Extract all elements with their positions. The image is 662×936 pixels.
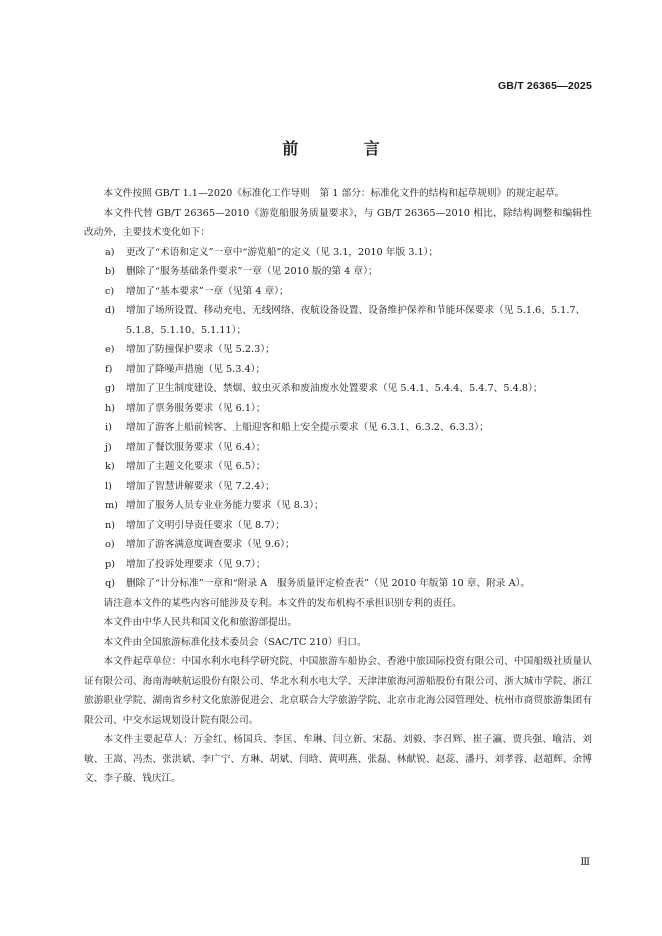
- page-number: Ⅲ: [580, 857, 590, 868]
- list-text: 增加了游客上船前候客、上船迎客和船上安全提示要求（见 6.3.1、6.3.2、6.3.3）；: [126, 422, 489, 433]
- list-text: 增加了防撞保护要求（见 5.2.3）；: [126, 344, 275, 355]
- changes-list: [84, 243, 592, 594]
- committee-statement: 本文件由全国旅游标准化技术委员会（SAC/TC 210）归口。: [103, 636, 367, 648]
- list-item: [84, 535, 592, 555]
- page-title: 前 言: [282, 139, 410, 158]
- list-item: [84, 360, 592, 380]
- list-item: [84, 418, 592, 438]
- list-item: [84, 574, 592, 594]
- list-marker: m): [105, 500, 118, 511]
- list-text: 删除了“服务基础条件要求”一章（见 2010 版的第 4 章）；: [126, 266, 378, 277]
- list-text: 删除了“计分标准”一章和“附录 A 服务质量评定检查表”（见 2010 年版第 10 章、附录 A）。: [126, 578, 531, 589]
- list-marker: e): [105, 344, 115, 355]
- list-marker: f): [105, 363, 113, 375]
- proposer-statement: 本文件由中华人民共和国文化和旅游部提出。: [103, 617, 298, 628]
- list-marker: g): [105, 383, 115, 394]
- intro-paragraph: 本文件代替 GB/T 26365—2010《游览船服务质量要求》，与 GB/T 26365—2010 相比，除结构调整和编辑性改动外，主要技术变化如下：: [84, 207, 592, 238]
- list-text: 增加了主题文化要求（见 6.5）；: [126, 461, 266, 472]
- list-item: [84, 438, 592, 458]
- list-marker: n): [105, 519, 116, 531]
- drafters: 本文件主要起草人：万金红、杨国兵、李匡、牟琳、闫立新、宋磊、刘毅、李召辉、崔子瀛、贾兵强、喻洁、刘敏、王嵩、冯杰、张洪斌、李广宁、方琳、胡斌、闫晗、黄明燕、张磊、林献锐、赵蕊、潘丹、刘孝蓉、赵超辉、余博文、李子璇、钱庆江。: [84, 734, 592, 784]
- list-text: 增加了智慧讲解要求（见 7.2.4）；: [126, 480, 275, 492]
- list-item: [84, 243, 592, 263]
- list-text: 增加了卫生制度建设、禁烟、蚊虫灭杀和废油废水处置要求（见 5.4.1、5.4.4、5.4.7、5.4.8）；: [126, 383, 543, 394]
- list-item: [84, 379, 592, 399]
- list-marker: c): [105, 285, 115, 297]
- list-text: 增加了票务服务要求（见 6.1）；: [126, 402, 266, 414]
- list-text: 增加了游客满意度调查要求（见 9.6）；: [126, 539, 295, 550]
- list-text: 增加了“基本要求”一章（见第 4 章）；: [126, 285, 289, 297]
- list-text: 增加了降噪声措施（见 5.3.4）；: [126, 363, 266, 375]
- list-item: [84, 496, 592, 516]
- list-marker: b): [105, 266, 115, 277]
- list-marker: k): [105, 461, 115, 472]
- list-marker: p): [105, 558, 115, 570]
- drafting-organizations: 本文件起草单位：中国水利水电科学研究院、中国旅游车船协会、香港中旅国际投资有限公司、中国船级社质量认证有限公司、海南海峡航运股份有限公司、华北水利水电大学、天津津旅海河游船股份有限公司、浙大城市学院、浙江旅游职业学院、湖南省乡村文化旅游促进会、北京联合大学旅游学院、北京市北海公园管理处、杭州市商贸旅游集团有限公司、中交水运规划设计院有限公司。: [84, 656, 592, 726]
- list-marker: o): [105, 539, 115, 550]
- list-marker: d): [105, 305, 115, 316]
- list-marker: j): [105, 441, 112, 453]
- list-marker: i): [105, 422, 112, 433]
- patent-notice: 请注意本文件的某些内容可能涉及专利。本文件的发布机构不承担识别专利的责任。: [103, 597, 462, 609]
- list-item: [84, 457, 592, 477]
- list-text: 增加了餐饮服务要求（见 6.4）；: [126, 441, 266, 453]
- foreword-body: [84, 184, 592, 789]
- list-item: [84, 301, 592, 340]
- list-text: 增加了文明引导责任要求（见 8.7）；: [126, 519, 285, 531]
- list-text: 增加了投诉处理要求（见 9.7）；: [126, 558, 266, 570]
- intro-paragraph: 本文件按照 GB/T 1.1—2020《标准化工作导则 第 1 部分：标准化文件的结构和起草规则》的规定起草。: [103, 188, 565, 199]
- list-marker: a): [105, 246, 115, 258]
- list-marker: q): [105, 578, 115, 589]
- list-text: 增加了场所设置、移动充电、无线网络、夜航设备设置、设备维护保养和节能环保要求（见 5.1.6、5.1.7、5.1.8、5.1.10、5.1.11）；: [126, 305, 586, 336]
- list-text: 增加了服务人员专业业务能力要求（见 8.3）；: [126, 500, 324, 511]
- list-item: [84, 555, 592, 575]
- list-text: 更改了“术语和定义”一章中“游览船”的定义（见 3.1，2010 年版 3.1）；: [126, 246, 439, 258]
- list-item: [84, 516, 592, 536]
- list-item: [84, 282, 592, 302]
- list-item: [84, 262, 592, 282]
- list-marker: l): [105, 480, 112, 492]
- document-code: GB/T 26365—2025: [497, 80, 592, 92]
- list-item: [84, 399, 592, 419]
- list-marker: h): [105, 402, 116, 414]
- list-item: [84, 477, 592, 497]
- list-item: [84, 340, 592, 360]
